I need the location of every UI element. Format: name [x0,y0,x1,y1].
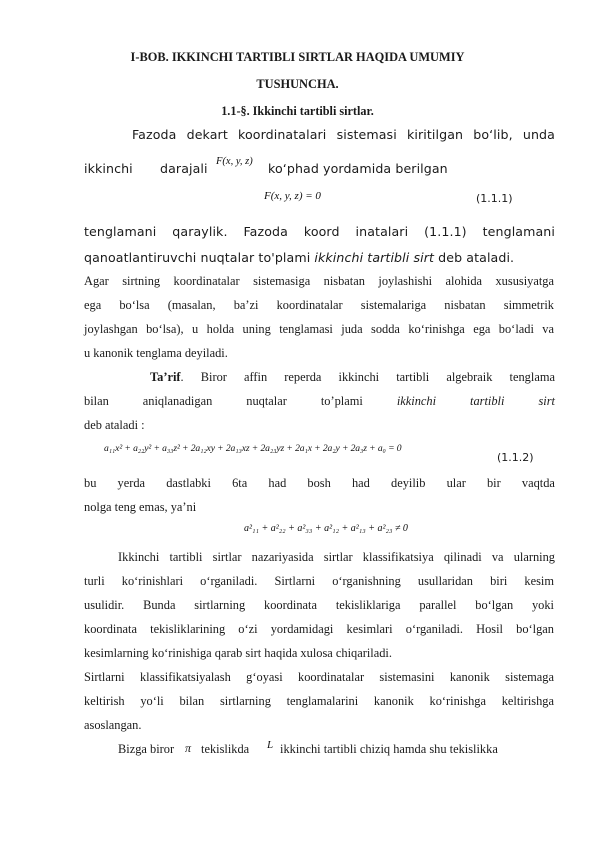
definition-line-5: nolga teng emas, ya’ni [84,500,197,514]
para2-line-5: kesimlarning ko‘rinishiga qarab sirt haqida xulosa chiqariladi. [84,646,392,660]
intro-line-2-a: ikkinchi [84,161,133,176]
para1-line-1: Agar sirtning koordinatalar sistemasiga nisbatan joylashishi alohida xususiyatga [84,274,554,288]
intro-line-2-c: ko‘phad yordamida berilgan [268,161,448,176]
equation-number-1-1-1: (1.1.1) [476,192,513,205]
intro-line-1: Fazoda dekart koordinatalari sistemasi kiritilgan bo‘lib, unda [132,127,555,142]
intro-line-5: qanoatlantiruvchi nuqtalar to'plami ikkinchi tartibli sirt deb ataladi. [84,250,515,265]
para2-line-1: Ikkinchi tartibli sirtlar nazariyasida sirtlar klassifikatsiya qilinadi va ularning [118,550,555,564]
para1-line-4: u kanonik tenglama deyiladi. [84,346,228,360]
last-line-a: Bizga biror [118,742,175,756]
definition-term: Ta’rif [150,370,181,384]
term-second-order-surface: ikkinchi tartibli sirt [314,250,435,265]
chapter-title-continued: TUSHUNCHA. [256,77,339,91]
last-line-c: ikkinchi tartibli chiziq hamda shu tekislikka [280,742,498,756]
para1-line-2: ega bo‘lsa (masalan, ba’zi koordinatalar sistemalariga nisbatan simmetrik [84,298,554,312]
plane-pi-symbol: π [185,741,192,755]
equation-number-1-1-2: (1.1.2) [497,451,534,464]
para3-line-2: keltirish yo‘li bilan sirtlarning tenglamalarini kanonik ko‘rinishga keltirishga [84,694,554,708]
intro-line-4: tenglamani qaraylik. Fazoda koord inatalari (1.1.1) tenglamani [84,224,555,239]
para1-line-3: joylashgan bo‘lsa), u holda uning tenglamasi juda sodda ko‘rinishga ega bo‘ladi va [84,322,554,336]
equation-1-1-1: F(x, y, z) = 0 [264,190,321,202]
curve-L-symbol: L [267,739,274,751]
intro-line-2-b: darajali [160,161,208,176]
definition-line-1: Ta’rif. Biror affin reperda ikkinchi tartibli algebraik tenglama [150,370,555,384]
last-line-b: tekislikda [201,742,250,756]
equation-nonzero-condition: a²₁₁ + a²₂₂ + a²₃₃ + a²₁₂ + a²₁₃ + a²₂₃ ≠ 0 [244,523,408,534]
polynomial-formula: F(x, y, z) [216,156,253,167]
para2-line-3: usulidir. Bunda sirtlarning koordinata tekisliklariga parallel bo‘lgan yoki [84,598,554,612]
section-title: 1.1-§. Ikkinchi tartibli sirtlar. [221,104,374,118]
definition-line-4: bu yerda dastlabki 6ta had bosh had deyilib ular bir vaqtda [84,476,555,490]
definition-line-2: bilan aniqlanadigan nuqtalar to’plami ikkinchi tartibli sirt [84,394,555,408]
chapter-title: I-BOB. IKKINCHI TARTIBLI SIRTLAR HAQIDA UMUMIY [130,50,465,64]
equation-1-1-2: a₁₁x² + a₂₂y² + a₃₃z² + 2a₁₂xy + 2a₁₃xz + 2a₂₃yz + 2a₁x + 2a₂y + 2a₃z + a₀ = 0 [104,443,402,454]
para3-line-3: asoslangan. [84,718,142,732]
definition-line-3: deb ataladi : [84,418,145,432]
para3-line-1: Sirtlarni klassifikatsiyalash g‘oyasi koordinatalar sistemasini kanonik sistemaga [84,670,554,684]
para2-line-4: koordinata tekisliklarining o‘zi yordamidagi kesimlari o‘rganiladi. Hosil bo‘lgan [84,622,554,636]
para2-line-2: turli ko‘rinishlari o‘rganiladi. Sirtlarni o‘rganishning usullaridan biri kesim [84,574,554,588]
